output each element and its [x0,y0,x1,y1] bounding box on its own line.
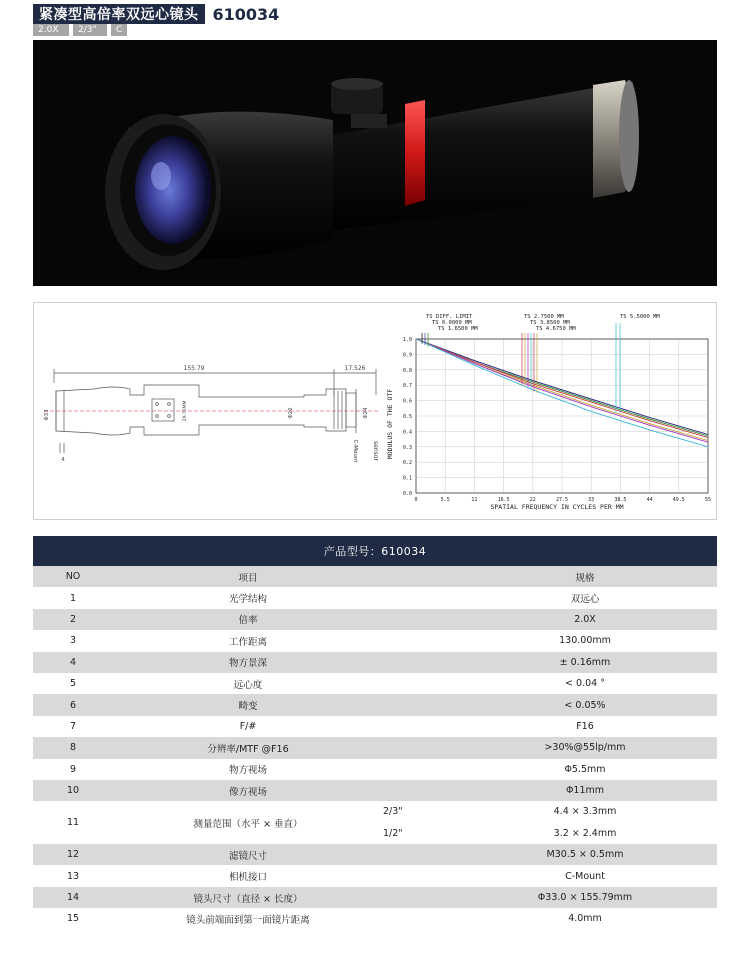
row-no: 9 [33,759,113,780]
row-item: 倍率 [113,609,383,630]
tag-mount: C [111,24,127,36]
mtf-x-tick: 33 [588,497,595,503]
row-spec: Φ11mm [453,780,717,801]
mtf-legend-mid-0: TS 2.7500 MM [524,314,564,320]
product-title: 紧凑型高倍率双远心镜头 [33,4,205,24]
sensor-label: sensor [372,441,379,461]
mechanical-drawing [34,303,384,519]
row-item: 光学结构 [113,587,383,608]
lens-product-photo [33,40,717,286]
mtf-y-tick: 0.1 [402,475,412,482]
row-no: 13 [33,865,113,886]
table-row [33,844,717,865]
dia-mid: Φ26 [288,407,294,419]
mtf-x-tick: 55 [704,497,712,503]
table-row [33,737,717,758]
table-row [33,759,717,780]
row-item: 像方视场 [113,780,383,801]
spec-tags [33,24,127,36]
col-no: NO [33,566,113,587]
mtf-x-tick: 5.5 [440,497,450,503]
mtf-x-tick: 38.5 [614,497,627,503]
row-spec: < 0.05% [453,694,717,715]
row-no: 11 [33,801,113,844]
row-no: 15 [33,908,113,929]
row-spec: Φ33.0 × 155.79mm [453,887,717,908]
mtf-y-tick: 0.0 [402,491,412,497]
cmount-label: C-Mount [352,439,358,463]
mtf-y-tick: 0.4 [402,429,412,436]
row-no: 4 [33,652,113,673]
col-spec: 规格 [453,566,717,587]
table-row [33,801,717,822]
mtf-x-tick: 16.5 [497,497,510,503]
row-spec: 4.0mm [453,908,717,929]
mtf-y-tick: 0.6 [402,398,412,405]
product-title-bar [33,4,279,24]
row-no: 3 [33,630,113,651]
row-item: 镜头尺寸（直径 × 长度） [113,887,383,908]
row-spec: 3.2 × 2.4mm [453,823,717,844]
table-row [33,887,717,908]
row-no: 7 [33,716,113,737]
spec-table [33,536,717,930]
row-spec: 双远心 [453,587,717,608]
row-spec: 2.0X [453,609,717,630]
row-no: 2 [33,609,113,630]
row-item: 测量范围（水平 × 垂直） [113,801,383,844]
mtf-y-tick: 0.5 [402,414,412,420]
mtf-y-tick: 0.3 [402,444,412,451]
table-row [33,609,717,630]
tag-magnification: 2.0X [33,24,69,36]
table-row [33,716,717,737]
dim-length: 155.79 [183,365,205,372]
row-spec: F16 [453,716,717,737]
body-label: 2X-70MM [183,400,188,422]
row-item: 镜头前端面到第一面镜片距离 [113,908,383,929]
mtf-x-tick: 22 [529,497,536,503]
row-no: 10 [33,780,113,801]
table-row [33,587,717,608]
mtf-y-axis-label: MODULUS OF THE OTF [386,388,394,460]
mtf-x-tick: 44 [646,497,653,503]
dia-right: Φ24 [363,407,369,419]
mtf-legend-left-1: TS 0.0000 MM [432,320,472,326]
row-spec: 4.4 × 3.3mm [453,801,717,822]
mtf-legend-left-2: TS 1.6500 MM [438,326,478,332]
table-row [33,865,717,886]
row-spec: C-Mount [453,865,717,886]
row-subsize: 1/2" [383,823,453,844]
mtf-x-axis-label: SPATIAL FREQUENCY IN CYCLES PER MM [490,503,624,511]
tag-sensor-size: 2/3" [73,24,107,36]
row-no: 1 [33,587,113,608]
mtf-x-tick: 0 [414,497,418,503]
table-header-row [33,566,717,587]
dim-right: 17.526 [344,365,366,372]
table-row [33,630,717,651]
row-no: 6 [33,694,113,715]
table-row [33,780,717,801]
mtf-x-tick: 11 [471,497,478,503]
drawing-and-mtf-figure [33,302,717,520]
row-item: 畸变 [113,694,383,715]
row-spec: 130.00mm [453,630,717,651]
mtf-y-tick: 0.7 [402,383,412,390]
row-item: 相机接口 [113,865,383,886]
row-spec: M30.5 × 0.5mm [453,844,717,865]
table-row [33,673,717,694]
row-subsize: 2/3" [383,801,453,822]
row-no: 8 [33,737,113,758]
mtf-y-tick: 0.8 [402,367,412,374]
row-item: 物方视场 [113,759,383,780]
row-no: 12 [33,844,113,865]
row-item: 远心度 [113,673,383,694]
col-item: 项目 [113,566,383,587]
row-spec: < 0.04 ° [453,673,717,694]
row-item: 分辨率/MTF @F16 [113,737,383,758]
row-no: 5 [33,673,113,694]
table-row [33,694,717,715]
mtf-y-tick: 0.9 [402,352,412,359]
mtf-x-tick: 27.5 [555,497,569,503]
table-row [33,652,717,673]
row-item: 物方景深 [113,652,383,673]
mtf-legend-mid-1: TS 3.8500 MM [530,320,570,326]
spec-table-caption: 产品型号：610034 [33,536,717,566]
mtf-legend-right: TS 5.5000 MM [620,314,660,320]
row-no: 14 [33,887,113,908]
dim-small: 4 [61,457,65,463]
mtf-legend-mid-2: TS 4.6750 MM [536,326,576,332]
mtf-legend-left-0: TS DIFF. LIMIT [426,314,473,320]
row-spec: ± 0.16mm [453,652,717,673]
row-item: 工作距离 [113,630,383,651]
row-spec: Φ5.5mm [453,759,717,780]
mtf-y-tick: 1.0 [402,337,412,343]
mtf-chart [382,303,716,519]
dia-left: Φ33 [44,409,50,421]
row-item: F/# [113,716,383,737]
mtf-y-tick: 0.2 [402,460,412,467]
row-spec: >30%@55lp/mm [453,737,717,758]
row-item: 滤镜尺寸 [113,844,383,865]
mtf-x-tick: 49.5 [672,497,685,503]
product-model: 610034 [212,4,280,24]
table-row [33,908,717,929]
